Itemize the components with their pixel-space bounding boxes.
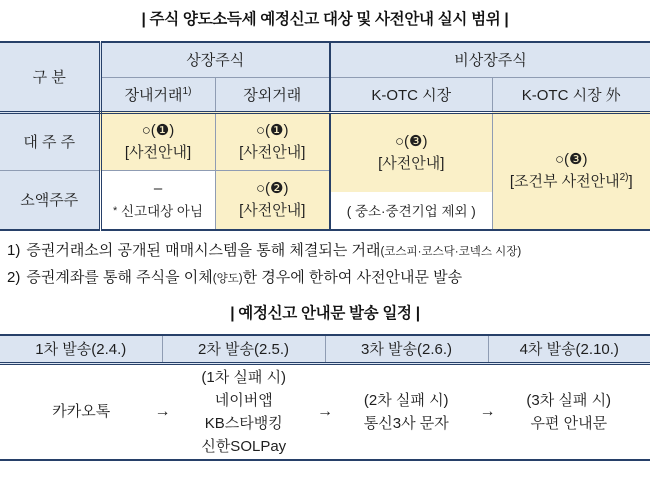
section2-title: | 예정신고 안내문 발송 일정 | (0, 303, 650, 324)
cell-kotc-market-merged (330, 112, 492, 230)
cell-marker: ○(❸) (493, 149, 650, 171)
cell-minor-offmarket (215, 171, 330, 230)
channel-line: 통신3사 문자 (325, 412, 488, 435)
schedule-header-1st: 1차 발송(2.4.) (0, 335, 162, 364)
cell-kotc-outside-merged (492, 112, 650, 230)
tax-scope-table (0, 41, 650, 231)
channel-sms (325, 389, 488, 435)
notice-schedule-table (0, 334, 650, 461)
row-major-shareholder (0, 112, 650, 171)
subheader-onmarket (100, 77, 215, 112)
subheader-kotc-outside: K-OTC 시장 外 (492, 77, 650, 112)
footnote-1-number: 1) (7, 242, 20, 259)
section1-title: | 주식 양도소득세 예정신고 대상 및 사전안내 실시 범위 | (0, 9, 650, 30)
cell-major-offmarket (215, 112, 330, 171)
conditional-note-bracket: ] (629, 173, 633, 190)
cell-note (493, 171, 650, 193)
footnote-1-text: 증권거래소의 공개된 매매시스템을 통해 체결되는 거래 (26, 242, 380, 259)
cell-marker: ○(❷) (216, 178, 330, 200)
channel-line: 카카오톡 (0, 400, 163, 423)
row-label-minor-shareholder: 소액주주 (0, 171, 100, 230)
footnote-1 (7, 238, 650, 265)
subheader-onmarket-footnote-ref: 1) (183, 86, 192, 97)
schedule-header-4th: 4차 발송(2.10.) (488, 335, 650, 364)
schedule-flow-cell (0, 364, 650, 460)
subheader-onmarket-label: 장내거래 (125, 87, 183, 104)
cell-major-onmarket (100, 112, 215, 171)
cell-note: [사전안내] (331, 153, 492, 175)
channel-condition: (3차 실패 시) (488, 389, 650, 412)
schedule-header-3rd: 3차 발송(2.6.) (325, 335, 488, 364)
cell-note: [사전안내] (102, 142, 215, 164)
schedule-body-row (0, 364, 650, 460)
footnote-2-tail: 한 경우에 한하여 사전안내문 발송 (243, 269, 463, 286)
kotc-market-main (331, 114, 492, 192)
conditional-note-footnote-ref: 2) (620, 172, 629, 183)
channel-condition: (1차 실패 시) (163, 366, 326, 389)
schedule-header-row (0, 335, 650, 364)
subheader-kotc-market: K-OTC 시장 (330, 77, 492, 112)
kotc-market-exclusion-note: ( 중소·중견기업 제외 ) (331, 192, 492, 229)
asterisk-mark: * (113, 205, 117, 217)
group-header-row (0, 42, 650, 77)
flow-arrow-icon: → (155, 403, 171, 421)
exempt-note-text: 신고대상 아님 (121, 204, 203, 219)
corner-header-gubun: 구 분 (0, 42, 100, 112)
cell-note: [사전안내] (216, 200, 330, 222)
footnote-2 (7, 265, 650, 292)
cell-marker: ○(❸) (331, 131, 492, 153)
kotc-market-stack (331, 114, 492, 229)
row-label-major-shareholder: 대 주 주 (0, 112, 100, 171)
footnote-2-text: 증권계좌를 통해 주식을 이체 (26, 269, 212, 286)
channel-mail (488, 389, 650, 435)
cell-note: [사전안내] (216, 142, 330, 164)
cell-marker: ○(❶) (102, 120, 215, 142)
flow-arrow-icon: → (480, 403, 496, 421)
subheader-offmarket: 장외거래 (215, 77, 330, 112)
cell-exempt-note (102, 201, 215, 222)
footnote-1-paren: (코스피·코스닥·코넥스 시장) (380, 246, 521, 258)
cell-marker: ○(❶) (216, 120, 330, 142)
channel-condition: (2차 실패 시) (325, 389, 488, 412)
conditional-note-text: [조건부 사전안내 (510, 173, 620, 190)
cell-minor-onmarket (100, 171, 215, 230)
channel-apps (163, 366, 326, 458)
channel-line: 우편 안내문 (488, 412, 650, 435)
channel-line: 신한SOLPay (163, 435, 326, 458)
channel-line: KB스타뱅킹 (163, 412, 326, 435)
footnote-2-paren: (양도) (213, 273, 243, 285)
channel-line: 네이버앱 (163, 389, 326, 412)
group-header-unlisted: 비상장주식 (330, 42, 650, 77)
footnote-2-number: 2) (7, 269, 20, 286)
group-header-listed: 상장주식 (100, 42, 330, 77)
channel-kakaotalk (0, 400, 163, 423)
footnotes (7, 238, 650, 292)
flow-arrow-icon: → (317, 403, 333, 421)
cell-dash: – (102, 177, 215, 201)
schedule-header-2nd: 2차 발송(2.5.) (162, 335, 325, 364)
document-page (0, 9, 650, 484)
